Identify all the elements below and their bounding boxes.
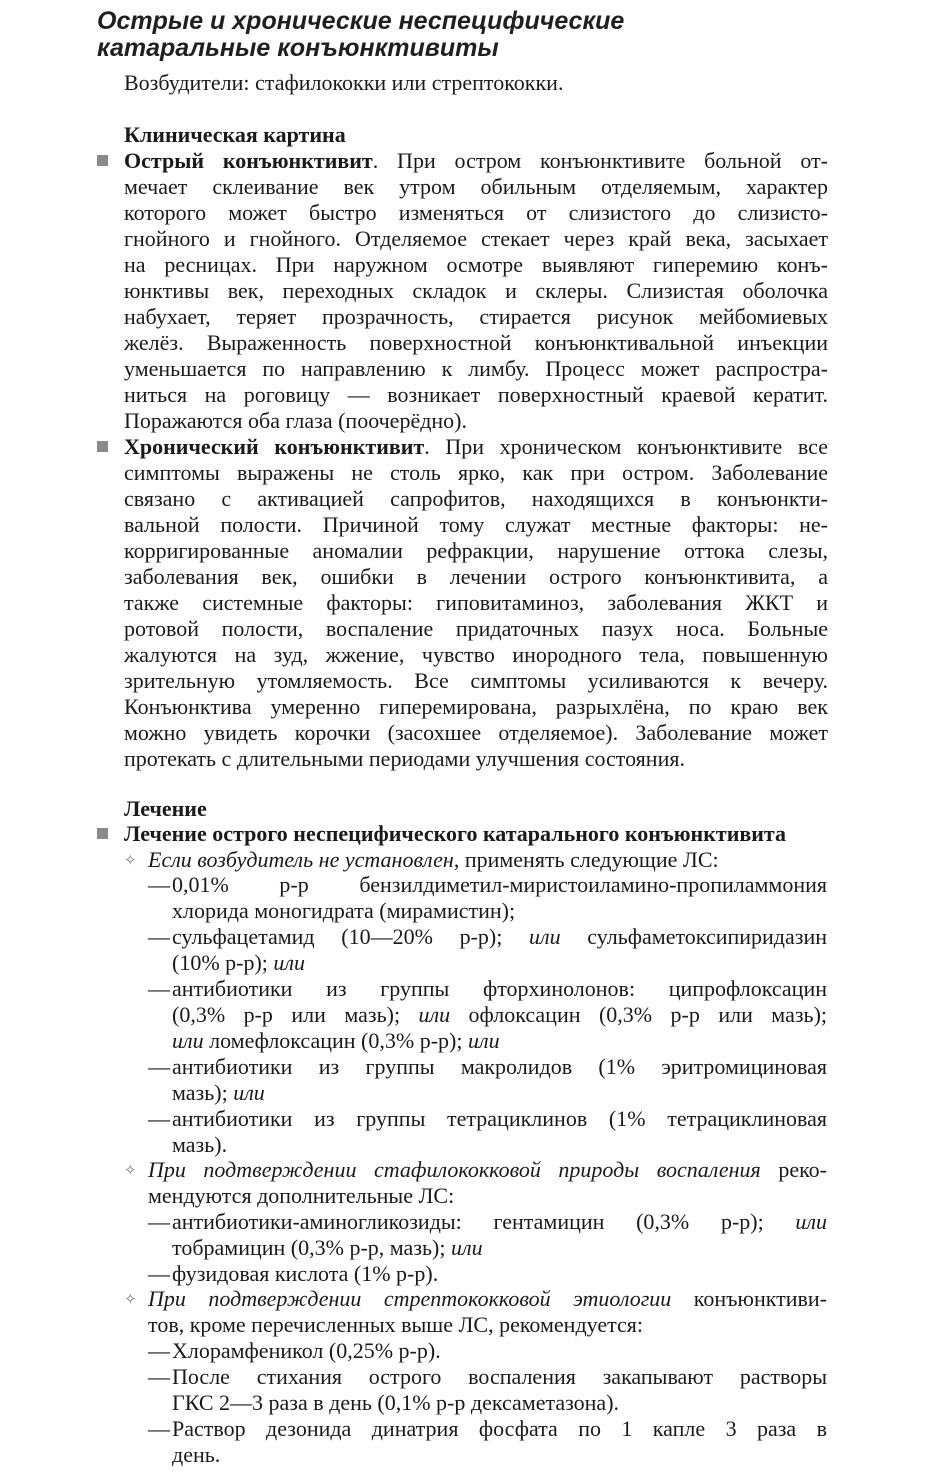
clinical-heading: Клиническая картина: [124, 122, 346, 147]
dash-bullet-icon: —: [148, 924, 170, 949]
chronic-line: также системные факторы: гиповитаминоз, заболевания ЖКТ и: [124, 590, 828, 615]
acute-line: ниться на роговицу — возникает поверхностный краевой кератит.: [124, 382, 828, 407]
g1-item5-line1: антибиотики из группы тетрациклинов (1% тетрациклиновая: [172, 1106, 827, 1131]
acute-line: на ресницах. При наружном осмотре выявляют гиперемию конъ-: [124, 252, 828, 277]
g2-intro-line1: При подтверждении стафилококковой природы воспаления реко-: [148, 1157, 827, 1182]
title-line-2: катаральные конъюнктивиты: [97, 34, 499, 62]
dash-bullet-icon: —: [148, 1338, 170, 1363]
g3-intro-line1: При подтверждении стрептококковой этиологии конъюнктиви-: [148, 1286, 827, 1311]
chronic-line: вальной полости. Причиной тому служат местные факторы: не-: [124, 512, 828, 537]
g1-item4-line1: антибиотики из группы макролидов (1% эритромициновая: [172, 1054, 827, 1079]
page-title: [97, 8, 837, 62]
g1-item3-line2: (0,3% р-р или мазь); или офлоксацин (0,3% р-р или мазь);: [172, 1002, 827, 1027]
chronic-line-1: Хронический конъюнктивит. При хроническом конъюнктивите все: [124, 434, 828, 459]
g1-item2-line1: сульфацетамид (10—20% р-р); или сульфаметоксипиридазин: [172, 924, 827, 949]
g1-item1-line1: 0,01% р-р бензилдиметил-миристоиламино-пропиламмония: [172, 872, 827, 897]
chronic-line: зрительную утомляемость. Все симптомы усиливаются к вечеру.: [124, 668, 828, 693]
acute-line: уменьшается по направлению к лимбу. Процесс может распростра-: [124, 356, 828, 381]
bullet-square-icon: [97, 828, 108, 839]
dash-bullet-icon: —: [148, 1261, 170, 1286]
g3-intro-line2: тов, кроме перечисленных выше ЛС, рекомендуется:: [148, 1312, 643, 1337]
g1-item3-line3: или ломефлоксацин (0,3% р-р); или: [172, 1028, 500, 1053]
acute-line-1: Острый конъюнктивит. При остром конъюнктивите больной от-: [124, 148, 828, 173]
chronic-line: ротовой полости, воспаление придаточных пазух носа. Больные: [124, 616, 828, 641]
g1-item3-line1: антибиотики из группы фторхинолонов: ципрофлоксацин: [172, 976, 827, 1001]
diamond-bullet-icon: ✧: [124, 1290, 137, 1308]
chronic-line: жалуются на зуд, жжение, чувство инородного тела, повышенную: [124, 642, 828, 667]
dash-bullet-icon: —: [148, 1416, 170, 1441]
dash-bullet-icon: —: [148, 1209, 170, 1234]
pathogens-text: Возбудители: стафилококки или стрептококки.: [124, 70, 564, 95]
acute-line: желёз. Выраженность поверхностной конъюнктивальной инъекции: [124, 330, 828, 355]
bullet-square-icon: [97, 441, 108, 452]
g3-item1: Хлорамфеникол (0,25% р-р).: [172, 1338, 441, 1363]
diamond-bullet-icon: ✧: [124, 851, 137, 869]
g2-intro-line2: мендуются дополнительные ЛС:: [148, 1183, 455, 1208]
acute-term: Острый конъюнктивит: [124, 148, 373, 173]
acute-line: набухает, теряет прозрачность, стирается рисунок мейбомиевых: [124, 304, 828, 329]
dash-bullet-icon: —: [148, 976, 170, 1001]
chronic-line: связано с активацией сапрофитов, находящихся в конъюнкти-: [124, 486, 828, 511]
acute-line: Поражаются оба глаза (поочерёдно).: [124, 408, 468, 433]
dash-bullet-icon: —: [148, 1106, 170, 1131]
diamond-bullet-icon: ✧: [124, 1161, 137, 1179]
g2-item2: фузидовая кислота (1% р-р).: [172, 1261, 439, 1286]
chronic-line: корригированные аномалии рефракции, нарушение оттока слезы,: [124, 538, 828, 563]
treatment-heading: Лечение: [124, 796, 207, 821]
g2-item1-line1: антибиотики-аминогликозиды: гентамицин (0,3% р-р); или: [172, 1209, 827, 1234]
g1-item2-line2: (10% р-р); или: [172, 950, 306, 975]
chronic-line: можно увидеть корочки (засохшее отделяемое). Заболевание может: [124, 720, 828, 745]
chronic-line: заболевания век, ошибки в лечении острого конъюнктивита, а: [124, 564, 828, 589]
acute-line: мечает склеивание век утром обильным отделяемым, характер: [124, 174, 828, 199]
acute-line: которого может быстро изменяться от слизистого до слизисто-: [124, 200, 828, 225]
dash-bullet-icon: —: [148, 1054, 170, 1079]
chronic-term: Хронический конъюнктивит: [124, 434, 425, 459]
chronic-line: Конъюнктива умеренно гиперемирована, разрыхлёна, по краю век: [124, 694, 828, 719]
title-line-1: Острые и хронические неспецифические: [97, 7, 625, 35]
g1-intro: Если возбудитель не установлен, применять следующие ЛС:: [148, 847, 719, 872]
g3-item3-line1: Раствор дезонида динатрия фосфата по 1 капле 3 раза в: [172, 1416, 827, 1441]
g1-item1-line2: хлорида моногидрата (мирамистин);: [172, 898, 516, 923]
acute-line: гнойного и гнойного. Отделяемое стекает через край века, засыхает: [124, 226, 828, 251]
chronic-line: протекать с длительными периодами улучшения состояния.: [124, 746, 685, 771]
chronic-line: симптомы выражены не столь ярко, как при остром. Заболевание: [124, 460, 828, 485]
bullet-square-icon: [97, 155, 108, 166]
g1-item4-line2: мазь); или: [172, 1080, 265, 1105]
acute-line: юнктивы век, переходных складок и склеры. Слизистая оболочка: [124, 278, 828, 303]
g3-item2-line2: ГКС 2—3 раза в день (0,1% р-р дексаметазона).: [172, 1390, 620, 1415]
g3-item2-line1: После стихания острого воспаления закапывают растворы: [172, 1364, 827, 1389]
g3-item3-line2: день.: [172, 1442, 221, 1467]
g1-item5-line2: мазь).: [172, 1132, 228, 1157]
dash-bullet-icon: —: [148, 1364, 170, 1389]
g2-item1-line2: тобрамицин (0,3% р-р, мазь); или: [172, 1235, 483, 1260]
dash-bullet-icon: —: [148, 872, 170, 897]
treatment-subheading: Лечение острого неспецифического катарального конъюнктивита: [124, 821, 786, 846]
